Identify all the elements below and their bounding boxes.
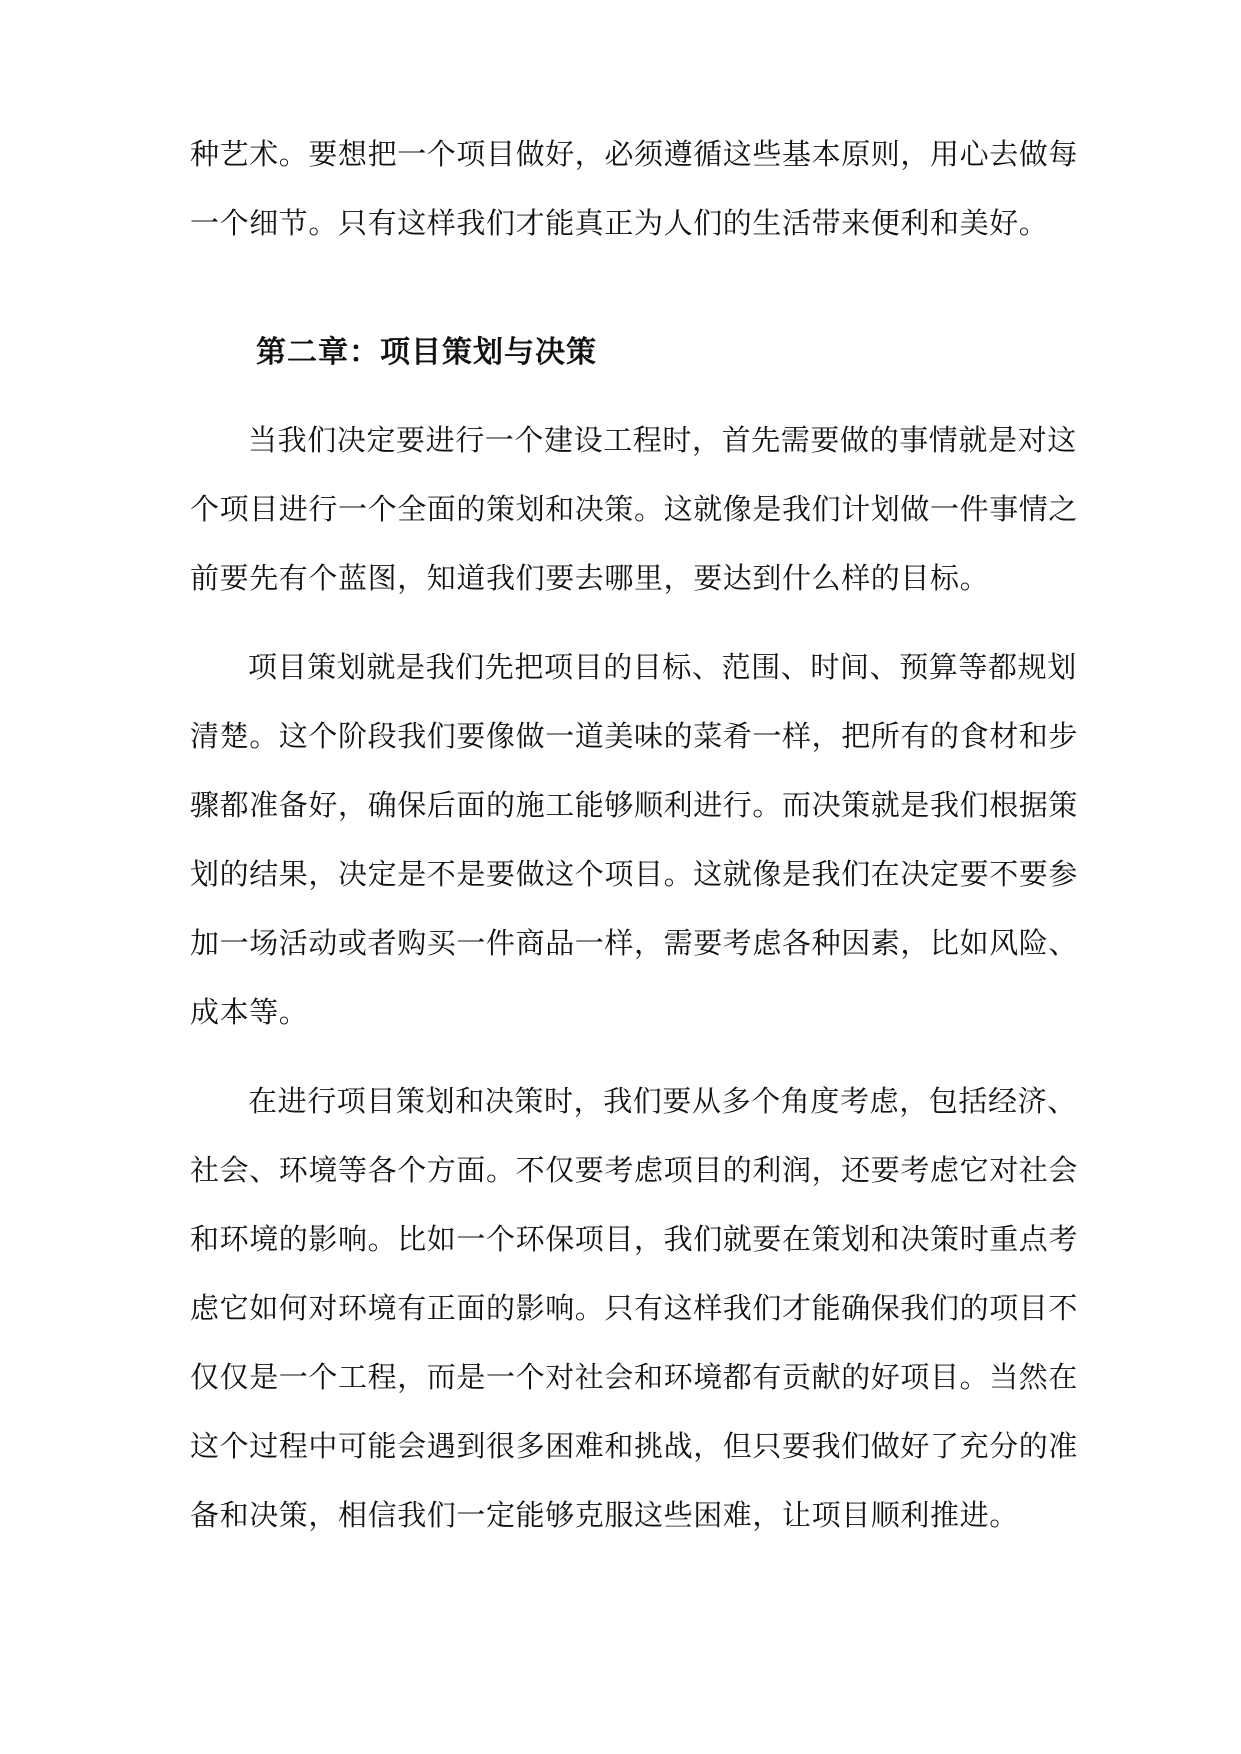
paragraph-line: 这个过程中可能会遇到很多困难和挑战，但只要我们做好了充分的准	[190, 1429, 1079, 1463]
paragraph-line: 虑它如何对环境有正面的影响。只有这样我们才能确保我们的项目不	[190, 1291, 1079, 1325]
paragraph-line: 项目策划就是我们先把项目的目标、范围、时间、预算等都规划	[248, 650, 1077, 684]
paragraph-line: 和环境的影响。比如一个环保项目，我们就要在策划和决策时重点考	[190, 1222, 1079, 1256]
paragraph-line: 一个细节。只有这样我们才能真正为人们的生活带来便利和美好。	[190, 206, 1049, 240]
paragraph-line: 种艺术。要想把一个项目做好，必须遵循这些基本原则，用心去做每	[190, 137, 1079, 171]
paragraph-line: 仅仅是一个工程，而是一个对社会和环境都有贡献的好项目。当然在	[190, 1360, 1079, 1394]
paragraph-line: 在进行项目策划和决策时，我们要从多个角度考虑，包括经济、	[248, 1084, 1077, 1118]
paragraph-line: 加一场活动或者购买一件商品一样，需要考虑各种因素，比如风险、	[190, 926, 1079, 960]
paragraph-line: 前要先有个蓝图，知道我们要去哪里，要达到什么样的目标。	[190, 561, 990, 595]
paragraph-line: 社会、环境等各个方面。不仅要考虑项目的利润，还要考虑它对社会	[190, 1153, 1079, 1187]
paragraph-line: 个项目进行一个全面的策划和决策。这就像是我们计划做一件事情之	[190, 492, 1079, 526]
paragraph-line: 当我们决定要进行一个建设工程时，首先需要做的事情就是对这	[248, 423, 1077, 457]
paragraph-line: 备和决策，相信我们一定能够克服这些困难，让项目顺利推进。	[190, 1498, 1019, 1532]
paragraph-line: 清楚。这个阶段我们要像做一道美味的菜肴一样，把所有的食材和步	[190, 719, 1079, 753]
paragraph-line: 划的结果，决定是不是要做这个项目。这就像是我们在决定要不要参	[190, 857, 1079, 891]
paragraph-line: 成本等。	[190, 995, 309, 1029]
chapter-heading: 第二章：项目策划与决策	[256, 335, 597, 370]
paragraph-line: 骤都准备好，确保后面的施工能够顺利进行。而决策就是我们根据策	[190, 788, 1079, 822]
